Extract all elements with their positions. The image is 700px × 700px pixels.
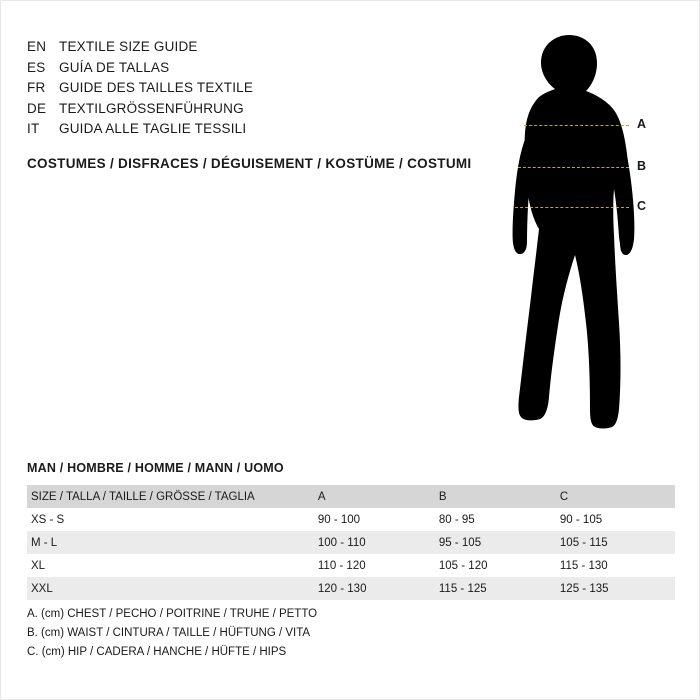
measure-label-b: B (637, 159, 647, 173)
cell-waist: 105 - 120 (438, 559, 488, 572)
table-row (27, 577, 675, 600)
legend-waist: B. (cm) WAIST / CINTURA / TAILLE / HÜFTUNG / VITA (27, 627, 311, 639)
cell-chest: 100 - 110 (317, 536, 366, 549)
language-row (27, 78, 447, 99)
language-row (27, 37, 447, 58)
language-label: TEXTILGRÖSSENFÜHRUNG (59, 100, 244, 116)
costumes-subtitle: COSTUMES / DISFRACES / DÉGUISEMENT / KOSTÜME / COSTUMI (27, 156, 472, 171)
measure-line-hip (515, 207, 629, 208)
language-label: TEXTILE SIZE GUIDE (59, 39, 198, 54)
body-figure (471, 23, 681, 443)
measure-label-a: A (637, 117, 647, 131)
table-header-c: C (559, 490, 569, 503)
size-table (27, 485, 675, 600)
language-code: FR (27, 80, 46, 95)
cell-chest: 90 - 100 (317, 513, 361, 526)
language-code: ES (27, 59, 46, 75)
cell-hip: 125 - 135 (559, 582, 609, 595)
language-label: GUÍA DE TALLAS (59, 59, 170, 75)
language-label: GUIDE DES TAILLES TEXTILE (59, 80, 254, 95)
table-row (27, 531, 675, 554)
legend-hip: C. (cm) HIP / CADERA / HANCHE / HÜFTE / HIPS (27, 646, 287, 658)
measure-line-chest (524, 125, 629, 126)
cell-size: XS - S (31, 513, 65, 526)
cell-size: XL (31, 559, 46, 572)
cell-size: M - L (31, 536, 58, 549)
legend-chest: A. (cm) CHEST / PECHO / POITRINE / TRUHE / PETTO (27, 608, 318, 620)
language-row (27, 58, 447, 79)
table-header-b: B (438, 490, 447, 503)
table-header-row (27, 485, 675, 508)
cell-hip: 105 - 115 (559, 536, 608, 549)
table-header-a: A (317, 490, 326, 503)
cell-waist: 80 - 95 (438, 513, 475, 526)
language-label: GUIDA ALLE TAGLIE TESSILI (59, 121, 247, 136)
measure-label-c: C (637, 199, 647, 213)
language-row (27, 119, 447, 140)
cell-chest: 110 - 120 (317, 559, 366, 572)
language-row (27, 99, 447, 120)
male-silhouette-icon (471, 23, 681, 443)
table-header-size: SIZE / TALLA / TAILLE / GRÖSSE / TAGLIA (31, 490, 255, 503)
table-row (27, 554, 675, 577)
cell-size: XXL (31, 582, 53, 595)
table-row (27, 508, 675, 531)
cell-waist: 95 - 105 (438, 536, 482, 549)
cell-chest: 120 - 130 (317, 582, 367, 595)
language-list (27, 37, 447, 140)
cell-hip: 115 - 130 (559, 559, 608, 572)
measure-line-waist (518, 167, 629, 168)
language-code: IT (27, 121, 40, 136)
table-title: MAN / HOMBRE / HOMME / MANN / UOMO (27, 461, 284, 475)
cell-hip: 90 - 105 (559, 513, 603, 526)
language-code: EN (27, 39, 47, 54)
measurement-legend (27, 605, 317, 662)
cell-waist: 115 - 125 (438, 582, 487, 595)
language-code: DE (27, 100, 47, 116)
